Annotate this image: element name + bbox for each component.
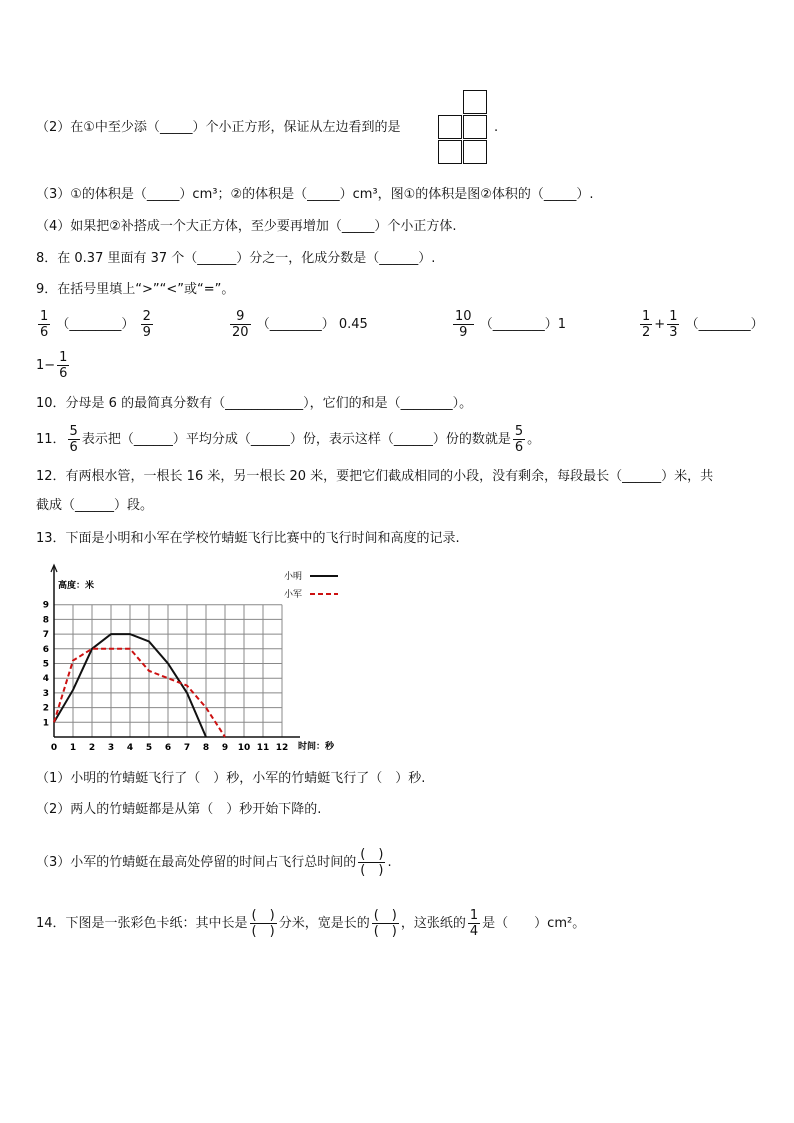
compare-value: 0.45 — [338, 317, 368, 332]
q9-item-1 — [36, 309, 155, 340]
fraction — [468, 908, 480, 939]
q7-part3: （3）①的体积是（_____）cm³；②的体积是（_____）cm³，图①的体积是图②体积的（_____）. — [36, 187, 594, 202]
fraction — [453, 309, 474, 340]
x-tick-label: 10 — [237, 743, 251, 753]
numerator: ( ) — [360, 847, 384, 862]
y-axis-label: 高度：米 — [58, 581, 95, 591]
fraction — [57, 350, 69, 381]
fraction — [640, 309, 652, 340]
x-tick-label: 7 — [183, 743, 191, 753]
prefix: 1− — [36, 358, 56, 373]
view-cell — [463, 140, 487, 164]
q9-item-2 — [228, 309, 368, 340]
q9-item-4 — [638, 309, 764, 340]
compare-blank[interactable]: （________） — [479, 317, 558, 332]
q14-c: ，这张纸的 — [400, 916, 466, 931]
y-tick-label: 7 — [42, 630, 49, 641]
x-tick-label: 9 — [221, 743, 229, 753]
x-tick-label: 0 — [50, 743, 58, 753]
x-tick-label: 4 — [126, 743, 134, 753]
fraction — [513, 424, 525, 455]
chart-series — [54, 634, 225, 737]
numerator: 1 — [669, 309, 678, 324]
compare-blank[interactable]: （________） — [56, 317, 135, 332]
y-tick-label: 5 — [42, 659, 49, 670]
flight-chart — [36, 560, 366, 760]
x-tick-label: 5 — [145, 743, 153, 753]
numerator: 10 — [455, 309, 472, 324]
numerator: ( ) — [251, 908, 275, 923]
q7-part2 — [36, 119, 400, 137]
x-tick-label: 1 — [69, 743, 77, 753]
y-tick-label: 3 — [42, 688, 49, 699]
q14-b: 分米，宽是长的 — [278, 916, 370, 931]
y-tick-label: 4 — [42, 674, 49, 685]
plus-sign: + — [654, 317, 666, 332]
chart-legend — [284, 570, 338, 600]
numerator: 1 — [40, 309, 49, 324]
x-tick-label: 12 — [275, 743, 289, 753]
numerator: 9 — [230, 309, 251, 325]
q7-part2-text-a: （2）在①中至少添（ — [36, 120, 160, 135]
x-tick-label: 6 — [164, 743, 172, 753]
denominator: 6 — [59, 366, 68, 381]
numerator: 1 — [469, 908, 479, 923]
q11-end: 。 — [527, 432, 541, 447]
denominator: 20 — [232, 325, 249, 340]
q14-a: 14．下图是一张彩色卡纸：其中长是 — [36, 916, 248, 931]
q9-item-5 — [36, 350, 71, 381]
left-view-figure — [438, 90, 488, 165]
y-tick-label: 8 — [42, 615, 49, 626]
question-11 — [36, 424, 540, 455]
denominator: ( ) — [360, 863, 384, 878]
fraction-blank[interactable] — [358, 847, 385, 878]
question-12-line1: 12．有两根水管，一根长 16 米，另一根长 20 米，要把它们截成相同的小段，没有剩余，每段最长（______）米，共 — [36, 469, 714, 484]
x-tick-label: 11 — [256, 743, 270, 753]
q11-mid: 表示把（______）平均分成（______）份，表示这样（______）份的数就是 — [81, 432, 511, 447]
denominator: 9 — [142, 325, 151, 340]
view-cell — [438, 115, 462, 139]
q7-part2-end: . — [494, 120, 499, 135]
view-cell — [463, 115, 487, 139]
y-tick-label: 1 — [42, 718, 49, 729]
denominator: 9 — [459, 325, 468, 340]
numerator: ( ) — [373, 908, 397, 923]
question-9-title: 9．在括号里填上“>”“<”或“=”。 — [36, 282, 235, 297]
numerator: 5 — [69, 424, 78, 439]
numerator: 5 — [514, 424, 524, 439]
compare-value: 1 — [557, 317, 566, 332]
denominator: 2 — [642, 325, 651, 340]
compare-blank[interactable]: （________） — [685, 317, 764, 332]
denominator: 6 — [514, 440, 524, 455]
denominator: ( ) — [251, 924, 275, 939]
y-tick-label: 9 — [42, 600, 49, 611]
fraction-blank[interactable] — [372, 908, 399, 939]
q13-sub3-text: （3）小军的竹蜻蜓在最高处停留的时间占飞行总时间的 — [36, 855, 357, 870]
x-axis-label: 时间：秒 — [298, 742, 335, 752]
legend-label: 小明 — [284, 572, 303, 582]
numerator: 2 — [142, 309, 151, 324]
y-tick-label: 2 — [42, 703, 49, 714]
numerator: 1 — [59, 350, 68, 365]
q13-sub1: （1）小明的竹蜻蜓飞行了（ ）秒，小军的竹蜻蜓飞行了（ ）秒. — [36, 771, 426, 786]
q7-part2-blank[interactable]: _____ — [159, 120, 193, 135]
view-cell — [438, 140, 462, 164]
denominator: 6 — [69, 440, 78, 455]
question-8: 8．在 0.37 里面有 37 个（______）分之一，化成分数是（______）. — [36, 251, 436, 266]
question-13-title: 13．下面是小明和小军在学校竹蜻蜓飞行比赛中的飞行时间和高度的记录. — [36, 531, 460, 546]
fraction-blank[interactable] — [250, 908, 277, 939]
x-tick-label: 2 — [88, 743, 96, 753]
q9-item-3 — [451, 309, 566, 340]
question-10: 10．分母是 6 的最简真分数有（____________），它们的和是（________）。 — [36, 396, 473, 411]
q7-part4: （4）如果把②补搭成一个大正方体，至少要再增加（_____）个小正方体. — [36, 219, 457, 234]
q7-part2-text-b: ）个小正方形，保证从左边看到的是 — [192, 120, 401, 135]
denominator: 3 — [669, 325, 678, 340]
question-12-line2: 截成（______）段。 — [36, 498, 154, 513]
y-tick-label: 6 — [42, 644, 49, 655]
q13-sub3 — [36, 847, 392, 878]
compare-blank[interactable]: （________） — [256, 317, 335, 332]
legend-label: 小军 — [284, 590, 303, 600]
fraction — [38, 309, 50, 340]
chart-axes — [42, 565, 303, 753]
fraction — [667, 309, 679, 340]
view-cell — [463, 90, 487, 114]
fraction — [230, 309, 251, 340]
question-14 — [36, 908, 585, 939]
denominator: ( ) — [373, 924, 397, 939]
denominator: 6 — [40, 325, 49, 340]
denominator: 4 — [469, 924, 479, 939]
q13-sub3-end: . — [387, 855, 392, 870]
q13-sub2: （2）两人的竹蜻蜓都是从第（ ）秒开始下降的. — [36, 802, 322, 817]
chart-grid — [54, 605, 282, 737]
numerator: 1 — [642, 309, 651, 324]
x-tick-label: 3 — [107, 743, 115, 753]
q14-d: 是（ ）cm²。 — [482, 916, 586, 931]
q11-lead: 11． — [36, 432, 66, 447]
fraction — [68, 424, 80, 455]
fraction — [141, 309, 153, 340]
x-tick-label: 8 — [202, 743, 210, 753]
